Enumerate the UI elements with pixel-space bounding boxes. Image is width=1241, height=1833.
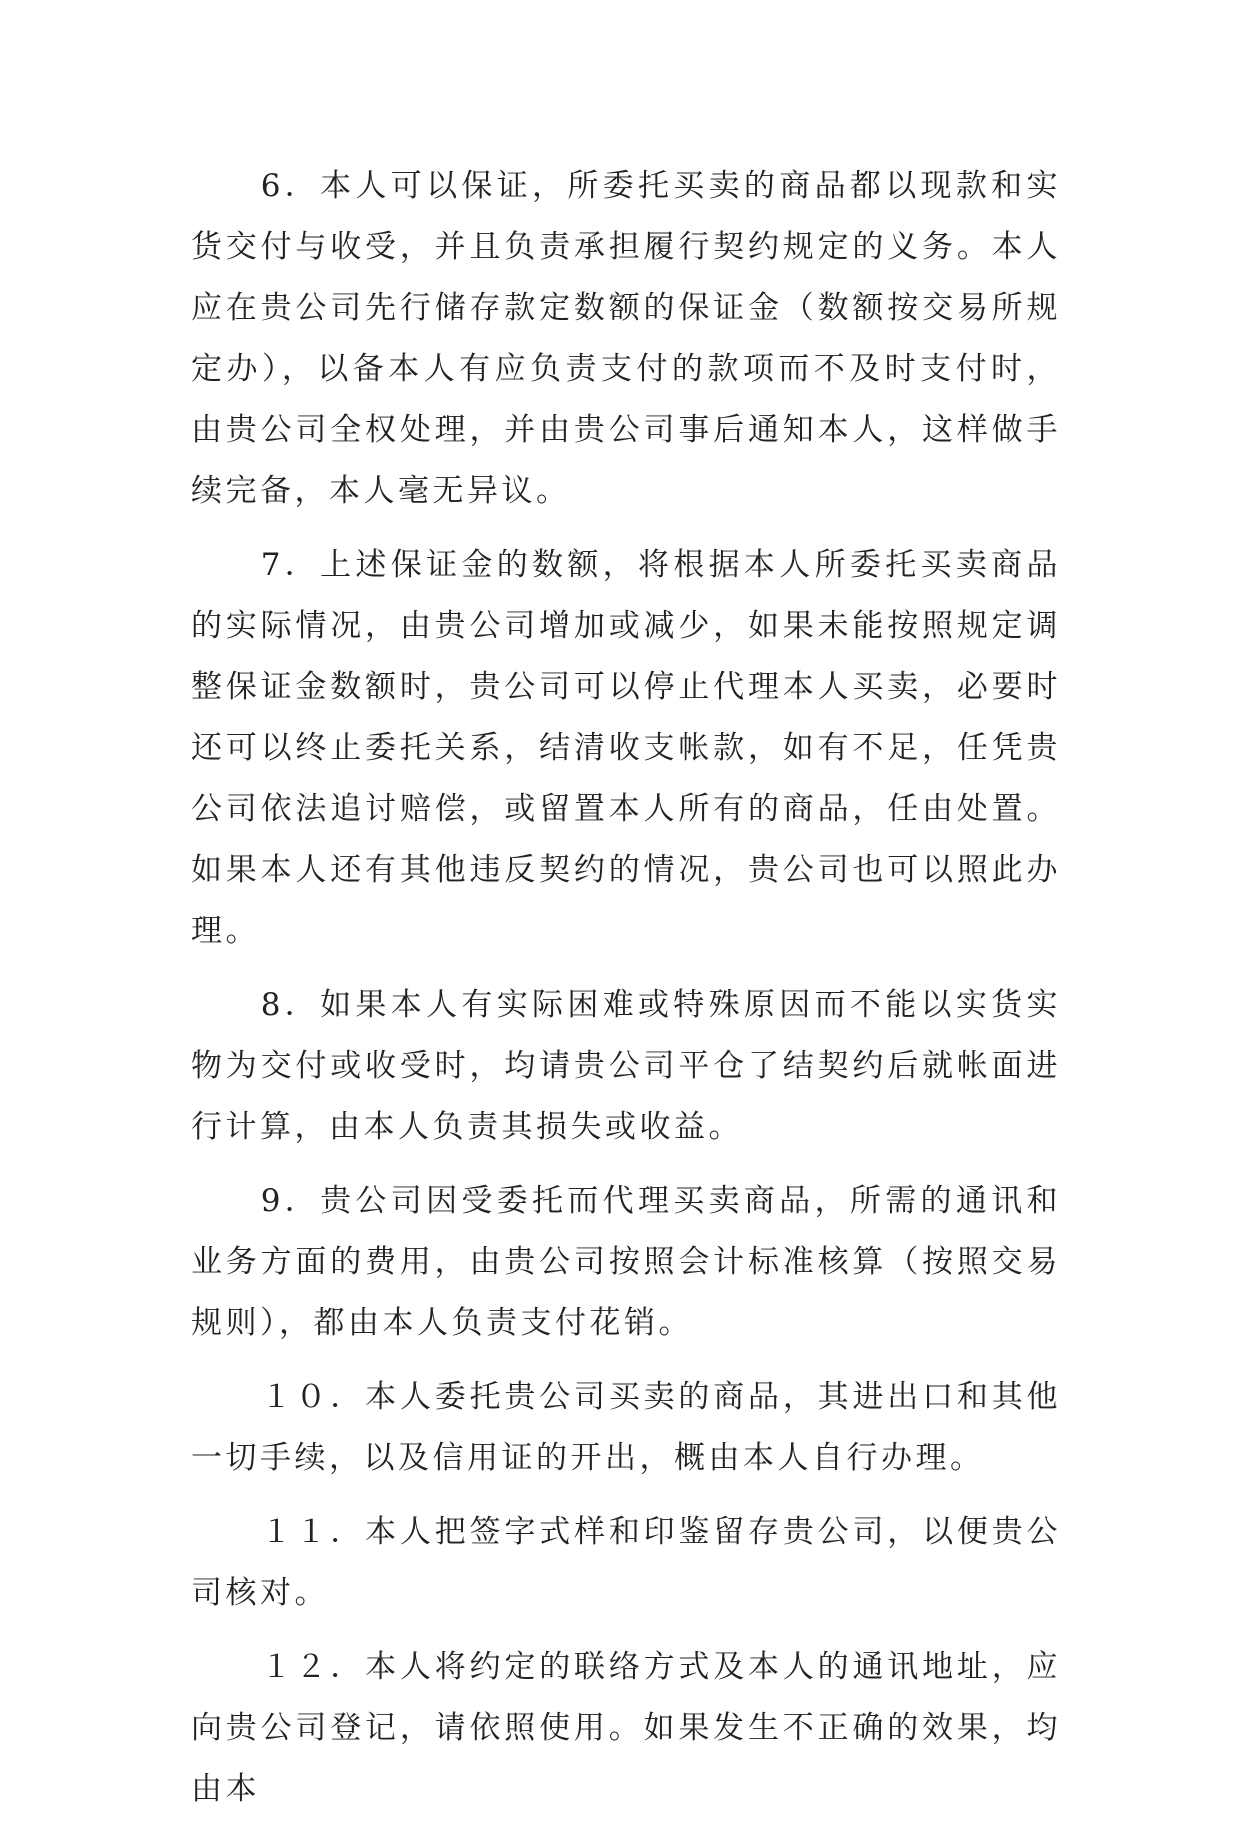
clause-9: 9．贵公司因受委托而代理买卖商品，所需的通讯和业务方面的费用，由贵公司按照会计标准核算（按照交易规则），都由本人负责支付花销。	[191, 1183, 1061, 1341]
clause-7: 7．上述保证金的数额，将根据本人所委托买卖商品的实际情况，由贵公司增加或减少，如果未能按照规定调整保证金数额时，贵公司可以停止代理本人买卖，必要时还可以终止委托关系，结清收支帐款，如有不足，任凭贵公司依法追讨赔偿，或留置本人所有的商品，任由处置。如果本人还有其他违反契约的情况，贵公司也可以照此办理。	[191, 547, 1061, 949]
contract-body	[191, 156, 1061, 1833]
clause-8: 8．如果本人有实际困难或特殊原因而不能以实货实物为交付或收受时，均请贵公司平仓了结契约后就帐面进行计算，由本人负责其损失或收益。	[191, 987, 1061, 1145]
clause-12: １２．本人将约定的联络方式及本人的通讯地址，应向贵公司登记，请依照使用。如果发生不正确的效果，均由本	[191, 1649, 1061, 1807]
clause-11: １１．本人把签字式样和印鉴留存贵公司，以便贵公司核对。	[191, 1514, 1061, 1611]
clause-10: １０．本人委托贵公司买卖的商品，其进出口和其他一切手续，以及信用证的开出，概由本人自行办理。	[191, 1379, 1061, 1476]
clause-6: 6．本人可以保证，所委托买卖的商品都以现款和实货交付与收受，并且负责承担履行契约规定的义务。本人应在贵公司先行储存款定数额的保证金（数额按交易所规定办），以备本人有应负责支付的款项而不及时支付时，由贵公司全权处理，并由贵公司事后通知本人，这样做手续完备，本人毫无异议。	[191, 168, 1061, 509]
